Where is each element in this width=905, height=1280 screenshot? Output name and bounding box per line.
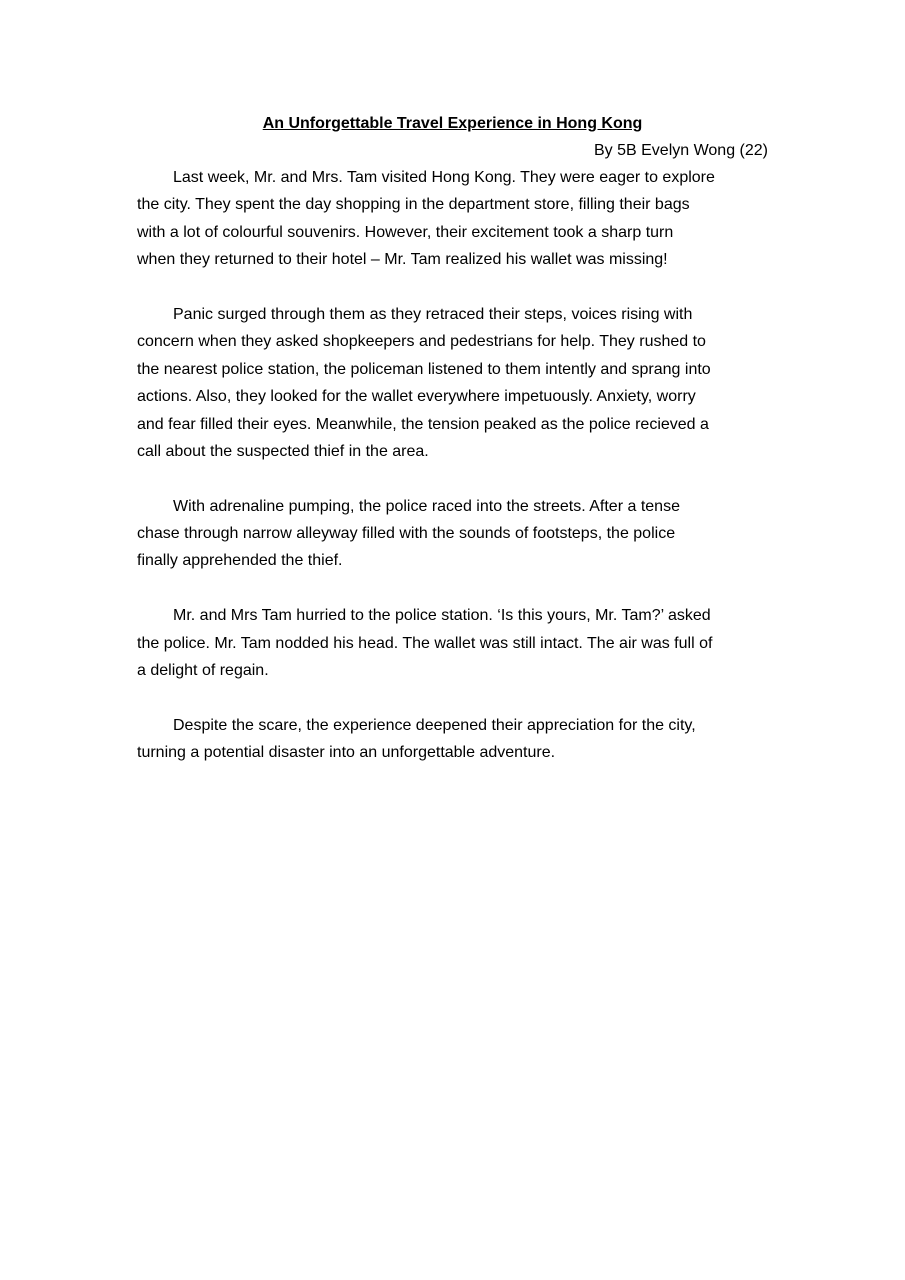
paragraph-1	[137, 164, 757, 274]
paragraph-line: With adrenaline pumping, the police raced into the streets. After a tense	[173, 497, 680, 515]
paragraph-line: Despite the scare, the experience deepened their appreciation for the city,	[173, 716, 696, 734]
paragraph-line: with a lot of colourful souvenirs. However, their excitement took a sharp turn	[137, 223, 674, 241]
paragraph-2	[137, 301, 757, 465]
paragraph-3	[137, 493, 757, 575]
paragraph-line: the nearest police station, the policeman listened to them intently and sprang into	[137, 360, 711, 378]
essay-body	[137, 164, 757, 794]
paragraph-line: Mr. and Mrs Tam hurried to the police station. ‘Is this yours, Mr. Tam?’ asked	[173, 607, 711, 625]
paragraph-line: chase through narrow alleyway filled with the sounds of footsteps, the police	[137, 525, 676, 543]
paragraph-5	[137, 712, 757, 767]
paragraph-line: the police. Mr. Tam nodded his head. The wallet was still intact. The air was full of	[137, 634, 713, 652]
paragraph-line: when they returned to their hotel – Mr. Tam realized his wallet was missing!	[137, 251, 668, 269]
paragraph-line: and fear filled their eyes. Meanwhile, the tension peaked as the police recieved a	[137, 415, 709, 433]
paragraph-line: concern when they asked shopkeepers and pedestrians for help. They rushed to	[137, 333, 706, 351]
paragraph-line: the city. They spent the day shopping in the department store, filling their bags	[137, 196, 690, 214]
author-byline: By 5B Evelyn Wong (22)	[593, 142, 768, 159]
paragraph-line: Panic surged through them as they retraced their steps, voices rising with	[173, 305, 693, 323]
paragraph-line: finally apprehended the thief.	[137, 552, 343, 570]
paragraph-line: call about the suspected thief in the area.	[137, 442, 429, 460]
document-title: An Unforgettable Travel Experience in Hong Kong	[262, 115, 643, 132]
paragraph-line: a delight of regain.	[137, 662, 269, 680]
paragraph-line: actions. Also, they looked for the wallet everywhere impetuously. Anxiety, worry	[137, 388, 696, 406]
paragraph-4	[137, 602, 757, 684]
paragraph-line: turning a potential disaster into an unforgettable adventure.	[137, 744, 556, 762]
paragraph-line: Last week, Mr. and Mrs. Tam visited Hong Kong. They were eager to explore	[173, 169, 715, 186]
